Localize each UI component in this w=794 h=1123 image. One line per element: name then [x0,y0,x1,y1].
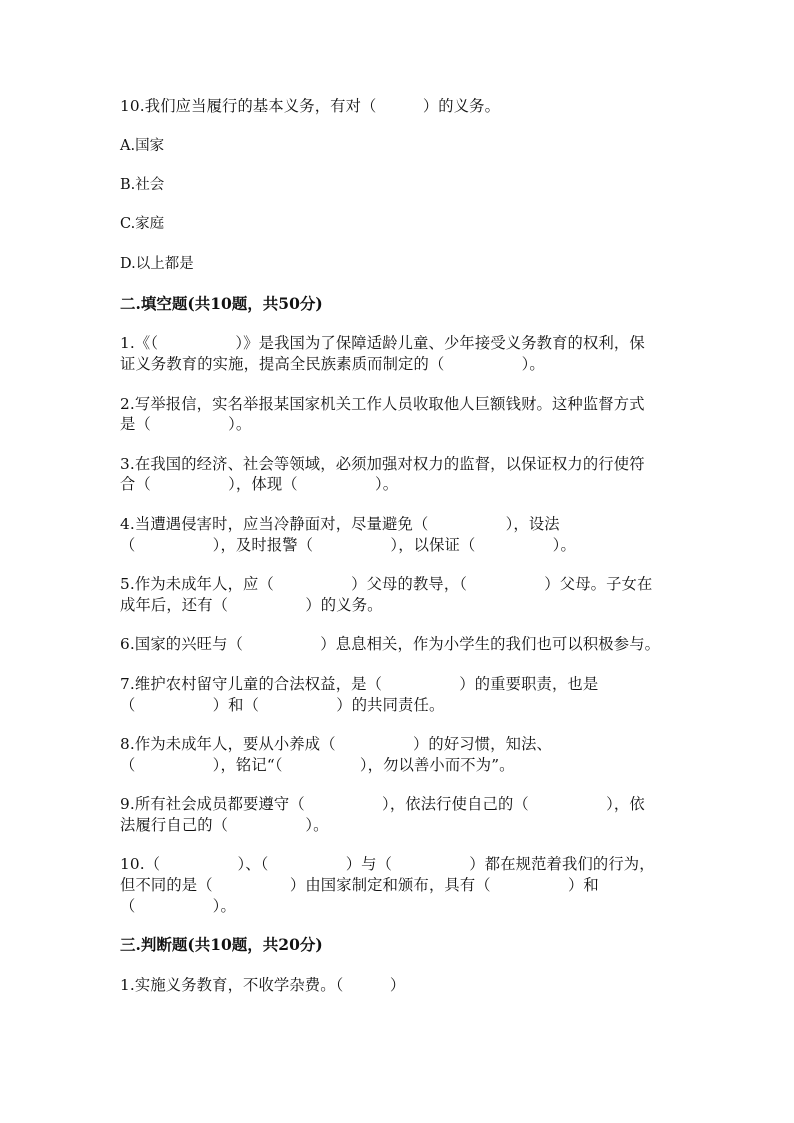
fill-blank-9-line-2: 法履行自己的（ ）。 [120,816,329,834]
fill-blank-2-line-1: 2.写举报信，实名举报某国家机关工作人员收取他人巨额钱财。这种监督方式 [120,395,645,413]
option-a: A.国家 [120,138,165,154]
fill-blank-7-line-1: 7.维护农村留守儿童的合法权益，是（ ）的重要职责，也是 [120,675,599,693]
fill-blank-1-line-1: 1.《（ ）》是我国为了保障适龄儿童、少年接受义务教育的权利，保 [120,334,645,352]
fill-blank-4-line-1: 4.当遭遇侵害时，应当冷静面对，尽量避免（ ），设法 [120,515,560,533]
true-false-1: 1.实施义务教育，不收学杂费。（ ） [120,976,406,994]
fill-blank-10-line-1: 10.（ ）、（ ）与（ ）都在规范着我们的行为， [120,855,655,873]
fill-blank-5-line-2: 成年后，还有（ ）的义务。 [120,596,383,614]
question-10-choice: 10.我们应当履行的基本义务，有对（ ）的义务。 [120,97,501,115]
fill-blank-10-line-2: 但不同的是（ ）由国家制定和颁布，具有（ ）和 [120,876,599,894]
fill-blank-1-line-2: 证义务教育的实施，提高全民族素质而制定的（ ）。 [120,355,545,373]
section-fill-blank-heading: 二.填空题(共10题，共50分) [120,294,323,313]
fill-blank-7-line-2: （ ）和（ ）的共同责任。 [120,696,445,714]
fill-blank-8-line-1: 8.作为未成年人，要从小养成（ ）的好习惯，知法、 [120,735,552,753]
fill-blank-5-line-1: 5.作为未成年人，应（ ）父母的教导，（ ）父母。子女在 [120,575,653,593]
fill-blank-4-line-2: （ ），及时报警（ ），以保证（ ）。 [120,536,576,554]
fill-blank-10-line-3: （ ）。 [120,897,236,915]
fill-blank-9-line-1: 9.所有社会成员都要遵守（ ），依法行使自己的（ ），依 [120,795,645,813]
option-b: B.社会 [120,177,165,193]
fill-blank-3-line-2: 合（ ），体现（ ）。 [120,475,399,493]
option-d: D.以上都是 [120,256,194,272]
fill-blank-8-line-2: （ ），铭记“（ ），勿以善小而不为”。 [120,756,515,774]
fill-blank-6: 6.国家的兴旺与（ ）息息相关，作为小学生的我们也可以积极参与。 [120,635,661,653]
option-c: C.家庭 [120,216,165,232]
fill-blank-3-line-1: 3.在我国的经济、社会等领域，必须加强对权力的监督，以保证权力的行使符 [120,455,645,473]
fill-blank-2-line-2: 是（ ）。 [120,415,252,433]
section-true-false-heading: 三.判断题(共10题，共20分) [120,935,323,954]
